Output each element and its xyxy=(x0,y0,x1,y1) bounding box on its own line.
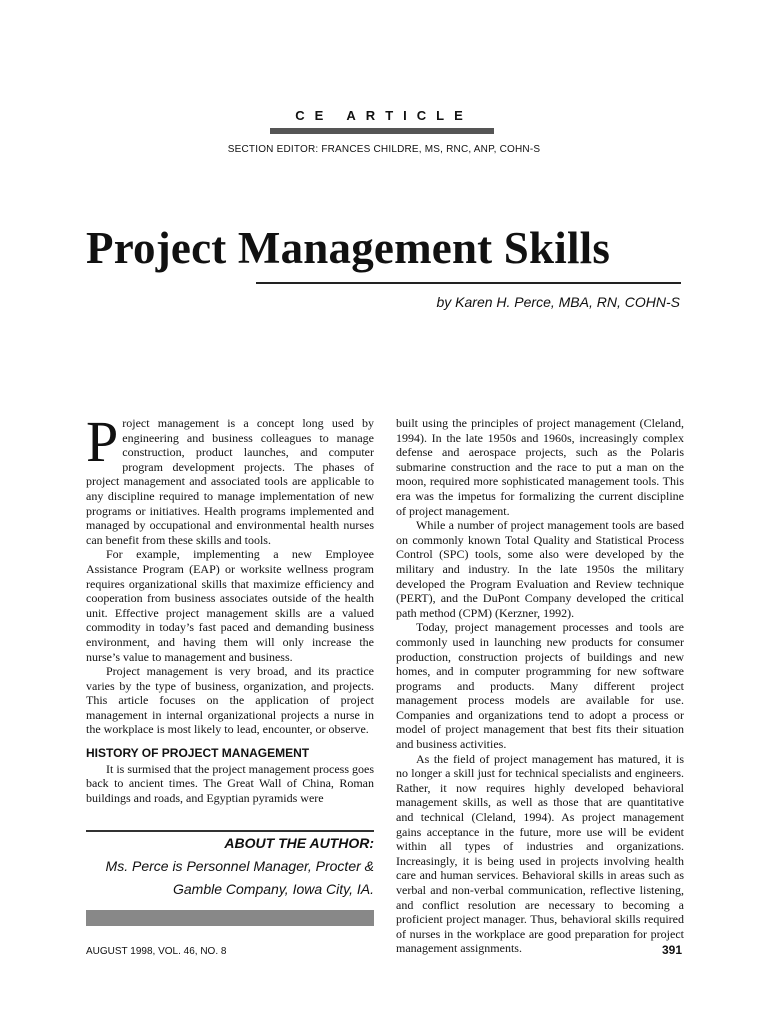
drop-cap: P xyxy=(86,409,119,474)
issue-info: AUGUST 1998, VOL. 46, NO. 8 xyxy=(86,946,227,957)
intro-paragraph xyxy=(86,409,374,547)
about-author-text: Ms. Perce is Personnel Manager, Procter & Gamble Company, Iowa City, IA. xyxy=(105,858,374,897)
section-heading: HISTORY OF PROJECT MANAGEMENT xyxy=(86,746,310,761)
paragraph: As the field of project management has matured, it is no longer a skill just for technical specialists and engineers. Rather, it now requires highly developed behavioral management skills, as well as those that are quantitative and technical (Cleland, 1994). As project management gains acceptance in the future, more use will be evident within all types of industries and organizations. Increasingly, it is being used in projects involving health care and human services. Behavioral skills in areas such as verbal and non-verbal communication, reflective listening, and conflict resolution are necessary to becoming a proficient project manager. Thus, behavioral skills required of nurses in the workplace are good preparation for project management assignments. xyxy=(396,751,684,956)
left-column xyxy=(86,409,374,805)
byline: by Karen H. Perce, MBA, RN, COHN-S xyxy=(436,294,680,310)
intro-text: roject management is a concept long used by engineering and business colleagues to manage construction, product launches, and computer program development projects. The phases of project management and associated tools are applicable to any discipline required to manage implementation of new programs or initiatives. Health programs implemented and managed by occupational and environmental health nurses can benefit from these skills and tools. xyxy=(86,416,374,547)
about-bar xyxy=(86,910,374,926)
about-author-title: ABOUT THE AUTHOR: xyxy=(224,835,374,851)
paragraph: For example, implementing a new Employee Assistance Program (EAP) or worksite wellness program requires organizational skills that maximize efficiency and cooperation from business associates outside of the health unit. Effective project management skills are a valued commodity in today’s fast paced and demanding business environment, and having them will only increase the nurse’s value to management and business. xyxy=(86,547,374,664)
section-editor: SECTION EDITOR: FRANCES CHILDRE, MS, RNC, ANP, COHN-S xyxy=(227,144,541,155)
kicker-underline xyxy=(270,128,494,134)
paragraph: Project management is very broad, and its practice varies by the type of business, organization, and projects. This article focuses on the application of project management in internal organizational projects a nurse in the workplace is most likely to lead, encounter, or observe. xyxy=(86,664,374,737)
page-number: 391 xyxy=(661,943,682,957)
paragraph: It is surmised that the project management process goes back to ancient times. The Great Wall of China, Roman buildings and roads, and Egyptian pyramids were xyxy=(86,761,374,805)
article-kicker: CE ARTICLE xyxy=(295,108,473,123)
paragraph: built using the principles of project management (Cleland, 1994). In the late 1950s and 1960s, increasingly complex defense and aerospace projects, such as the Polaris submarine construction and the race to put a man on the moon, required more sophisticated management tools. This era was the impetus for formalizing the current discipline of project management. xyxy=(396,416,684,518)
paragraph: While a number of project management tools are based on commonly known Total Quality and Statistical Process Control (SPC) tools, some also were developed by the military and industry. In the late 1950s the military developed the Program Evaluation and Review technique (PERT), and the DuPont Company developed the critical path method (CPM) (Kerzner, 1992). xyxy=(396,518,684,620)
article-title: Project Management Skills xyxy=(86,223,611,273)
right-column xyxy=(396,416,684,956)
title-rule xyxy=(256,282,681,284)
about-rule xyxy=(86,830,374,832)
paragraph: Today, project management processes and tools are commonly used in launching new products for consumer production, construction projects of buildings and new homes, and in computer programming for new software programs and products. Many different project management process models are available for use. Companies and organizations tend to adopt a process or model of project management that best fits their situation and business activities. xyxy=(396,620,684,752)
